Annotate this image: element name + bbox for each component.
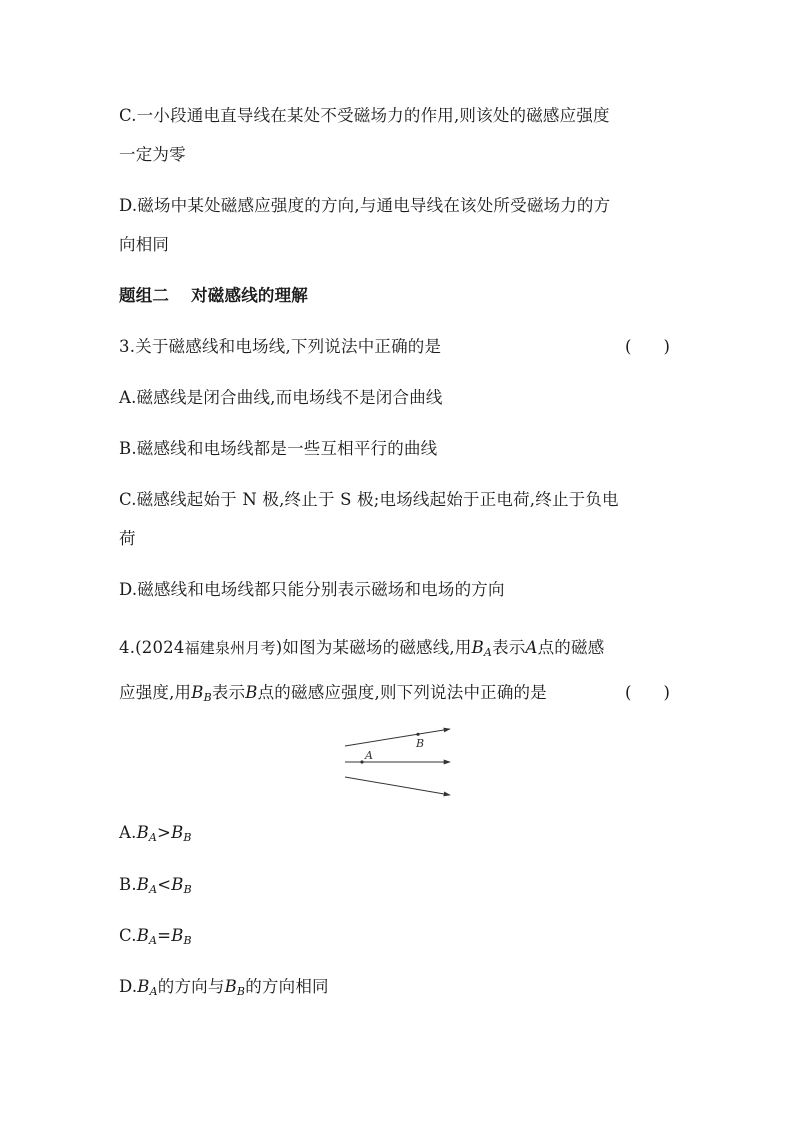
- point-a-label: A: [365, 749, 373, 762]
- q4-stem-line2: 应强度,用$B_B$表示B点的磁感应强度,则下列说法中正确的是: [119, 683, 547, 704]
- q2-option-c-line2: 一定为零: [119, 145, 186, 164]
- q4-option-b: $B.B_A<B_B$: [119, 875, 192, 896]
- magnetic-field-lines-figure: [340, 722, 460, 802]
- q3-stem: 3.关于磁感线和电场线,下列说法中正确的是: [119, 337, 442, 356]
- field-line-lower: [345, 777, 450, 795]
- q2-option-d-line2: 向相同: [119, 235, 170, 254]
- q3-option-c-line2: 荷: [119, 529, 136, 548]
- group2-heading: [119, 285, 308, 307]
- q4-source: 福建泉州月考: [184, 639, 276, 657]
- q3-answer-blank: ( ): [625, 337, 670, 356]
- field-line-upper: [345, 729, 450, 746]
- q3-option-b: B.磁感线和电场线都是一些互相平行的曲线: [119, 439, 438, 458]
- q4-option-d: $D.B_A$的方向与$B_B$的方向相同: [119, 977, 329, 998]
- q4-option-c: $C.B_A=B_B$: [119, 926, 192, 947]
- q3-option-c-line1: C.磁感线起始于 N 极,终止于 S 极;电场线起始于正电荷,终止于负电: [119, 490, 619, 509]
- q4-answer-blank: ( ): [625, 683, 670, 702]
- q2-option-c-line1: C.一小段通电直导线在某处不受磁场力的作用,则该处的磁感应强度: [119, 106, 610, 125]
- group2-title: 对磁感线的理解: [191, 286, 309, 305]
- point-b-dot: [416, 733, 419, 736]
- q4-stem-line1: 4.(2024福建泉州月考)如图为某磁场的磁感线,用$B_A$表示A点的磁感: [119, 638, 605, 659]
- q3-option-a: A.磁感线是闭合曲线,而电场线不是闭合曲线: [119, 388, 443, 407]
- point-a-dot: [360, 760, 363, 763]
- point-b-label: B: [416, 737, 425, 750]
- group2-label: 题组二: [119, 286, 170, 305]
- q2-option-d-line1: D.磁场中某处磁感应强度的方向,与通电导线在该处所受磁场力的方: [119, 196, 611, 215]
- q4-option-a: $A.B_A>B_B$: [119, 823, 192, 844]
- q3-option-d: D.磁感线和电场线都只能分别表示磁场和电场的方向: [119, 580, 505, 599]
